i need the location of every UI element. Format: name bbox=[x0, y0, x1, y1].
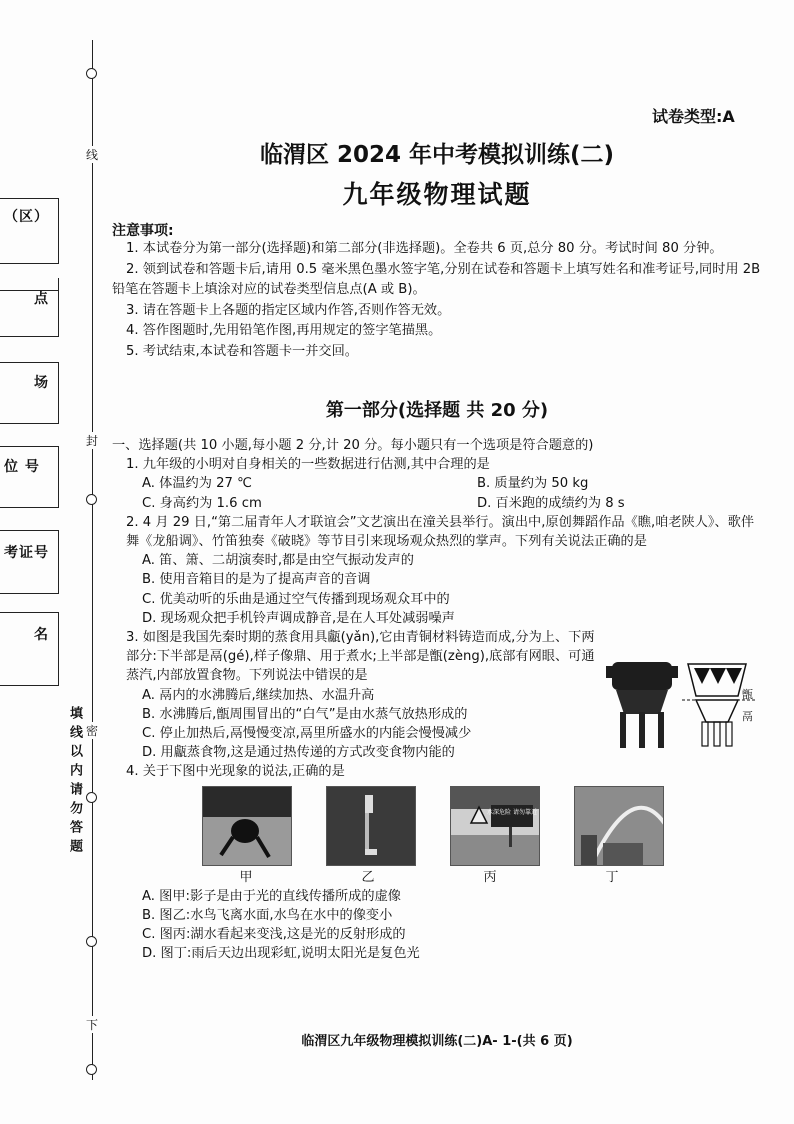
figure-lake-sign bbox=[450, 786, 540, 866]
option-b: B. 质量约为 50 kg bbox=[477, 476, 589, 492]
binding-char: 封 bbox=[85, 434, 98, 448]
section-heading: 一、选择题(共 10 小题,每小题 2 分,计 20 分。每小题只有一个选项是符合题意的) bbox=[112, 438, 594, 453]
binding-char: 线 bbox=[85, 148, 98, 162]
exam-title: 临渭区 2024 年中考模拟训练(二) bbox=[259, 142, 615, 168]
option-a: A. 体温约为 27 ℃ bbox=[142, 476, 252, 492]
exam-subtitle: 九年级物理试题 bbox=[342, 180, 532, 209]
question-4-figures bbox=[202, 786, 762, 866]
field-ticket bbox=[0, 530, 59, 594]
binding-line bbox=[92, 40, 93, 1080]
option-b: B. 使用音箱目的是为了提高声音的音调 bbox=[142, 572, 371, 588]
exam-content bbox=[112, 0, 772, 1124]
figure-rainbow bbox=[574, 786, 664, 866]
figure-caption: 乙 bbox=[361, 869, 375, 885]
option-a: A. 笛、箫、二胡演奏时,都是由空气振动发声的 bbox=[142, 553, 414, 569]
question-1-options-row bbox=[142, 474, 762, 493]
figure-shadow bbox=[202, 786, 292, 866]
warning-sign-text: 水深危险 请勿靠近 bbox=[487, 808, 537, 816]
field-exam-site bbox=[0, 278, 59, 337]
option-c: C. 优美动听的乐曲是通过空气传播到现场观众耳中的 bbox=[142, 591, 450, 607]
binding-hole bbox=[86, 68, 97, 79]
page-footer: 临渭区九年级物理模拟训练(二)A- 1-(共 6 页) bbox=[301, 1034, 573, 1049]
binding-char: 密 bbox=[85, 724, 98, 738]
notice-item: 1. 本试卷分为第一部分(选择题)和第二部分(非选择题)。全卷共 6 页,总分 80 分。考试时间 80 分钟。 bbox=[126, 241, 723, 256]
field-district-label: （区） bbox=[4, 209, 49, 225]
field-name-label: 名 bbox=[34, 627, 49, 643]
notice-heading: 注意事项: bbox=[112, 223, 174, 239]
notice-item: 5. 考试结束,本试卷和答题卡一并交回。 bbox=[126, 343, 358, 359]
question-3-stem: 3. 如图是我国先秦时期的蒸食用具甗(yǎn),它由青铜材料铸造而成,分为上、下两部分:下半部是鬲(gé),样子像鼎、用于煮水;上半部是甑(zèng),底部有网眼、可通蒸汽,内部放置食物。下列说法中错误的是 bbox=[126, 630, 595, 684]
option-d: D. 用甗蒸食物,这是通过热传递的方式改变食物内能的 bbox=[142, 745, 455, 761]
figure-caption: 丙 bbox=[483, 869, 497, 885]
field-seat-label: 位 号 bbox=[4, 459, 40, 475]
steamer-figure bbox=[606, 654, 758, 754]
binding-strip bbox=[0, 0, 112, 1124]
figure-caption: 甲 bbox=[239, 869, 253, 885]
binding-hole bbox=[86, 936, 97, 947]
field-room bbox=[0, 362, 59, 424]
field-room-label: 场 bbox=[34, 375, 49, 391]
part-title: 第一部分(选择题 共 20 分) bbox=[325, 400, 549, 421]
binding-char: 下 bbox=[85, 1018, 98, 1032]
figure-water-bird bbox=[326, 786, 416, 866]
binding-hole bbox=[86, 1064, 97, 1075]
notice-list bbox=[112, 239, 762, 362]
option-d: D. 图丁:雨后天边出现彩虹,说明太阳光是复色光 bbox=[142, 946, 420, 962]
question-4-stem: 4. 关于下图中光现象的说法,正确的是 bbox=[126, 764, 345, 780]
option-c: C. 停止加热后,鬲慢慢变凉,鬲里所盛水的内能会慢慢减少 bbox=[142, 726, 472, 742]
option-c: C. 图丙:湖水看起来变浅,这是光的反射形成的 bbox=[142, 927, 406, 943]
binding-hole bbox=[86, 494, 97, 505]
question-4-captions bbox=[202, 868, 762, 887]
steamer-label-zeng: 甑 bbox=[742, 688, 753, 701]
question-1-stem: 1. 九年级的小明对自身相关的一些数据进行估测,其中合理的是 bbox=[126, 457, 490, 473]
notice-item: 4. 答作图题时,先用铅笔作图,再用规定的签字笔描黑。 bbox=[126, 323, 442, 338]
paper-type: 试卷类型:A bbox=[652, 107, 735, 126]
notice-item: 3. 请在答题卡上各题的指定区域内作答,否则作答无效。 bbox=[126, 302, 451, 318]
option-b: B. 水沸腾后,甑周围冒出的“白气”是由水蒸气放热形成的 bbox=[142, 706, 468, 722]
option-d: D. 现场观众把手机铃声调成静音,是在人耳处减弱噪声 bbox=[142, 610, 455, 626]
option-a: A. 图甲:影子是由于光的直线传播所成的虚像 bbox=[142, 888, 401, 904]
field-ticket-label: 考证号 bbox=[4, 545, 49, 561]
field-name bbox=[0, 612, 59, 686]
binding-note: 填线以内请勿答题 bbox=[67, 706, 82, 858]
question-2-stem: 2. 4 月 29 日,“第二届青年人才联谊会”文艺演出在潼关县举行。演出中,原创舞蹈作品《瞧,咱老陕人》、歌伴舞《龙船调》、竹笛独奏《破晓》等节目引来现场观众热烈的掌声。下列有关说法正确的是 bbox=[126, 514, 755, 550]
notice-item: 2. 领到试卷和答题卡后,请用 0.5 毫米黑色墨水签字笔,分别在试卷和答题卡上填写姓名和准考证号,同时用 2B 铅笔在答题卡上填涂对应的试卷类型信息点(A 或 B)。 bbox=[112, 261, 761, 297]
option-c: C. 身高约为 1.6 cm bbox=[142, 495, 262, 511]
option-b: B. 图乙:水鸟飞离水面,水鸟在水中的像变小 bbox=[142, 908, 393, 924]
option-a: A. 鬲内的水沸腾后,继续加热、水温升高 bbox=[142, 687, 375, 703]
question-1-options-row bbox=[142, 494, 762, 513]
steamer-label-li: 鬲 bbox=[742, 710, 753, 723]
option-d: D. 百米跑的成绩约为 8 s bbox=[477, 495, 625, 511]
figure-caption: 丁 bbox=[605, 869, 619, 885]
binding-hole bbox=[86, 792, 97, 803]
field-exam-site-label: 点 bbox=[34, 291, 49, 307]
